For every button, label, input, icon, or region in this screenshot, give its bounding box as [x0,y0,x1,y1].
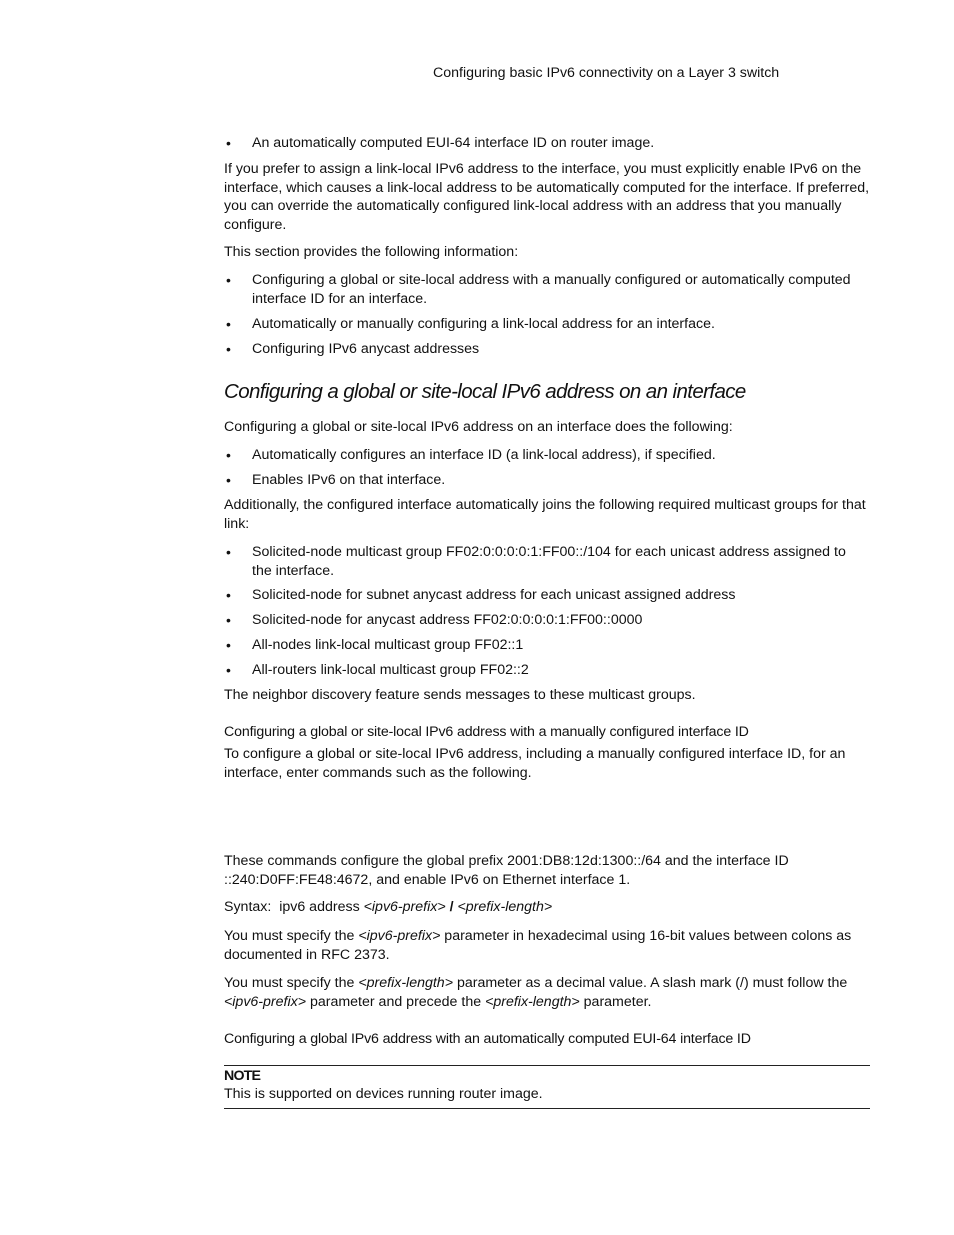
list-item [224,471,870,490]
subsection-heading: Configuring a global or site-local IPv6 address with a manually configured interface ID [224,724,749,740]
list-item-text: An automatically computed EUI-64 interface ID on router image. [252,135,655,151]
bullet-dot: • [226,135,231,151]
list-item-text: Configuring a global or site-local address with a manually configured or automatically computed interface ID for an interface. [252,272,851,307]
list-item [224,611,870,630]
bullet-dot: • [226,447,231,463]
bullet-dot: • [226,272,231,288]
note-bottom-rule [224,1108,870,1109]
list-item-text: Solicited-node for subnet anycast address for each unicast assigned address [252,587,736,603]
syntax-arg-length: <prefix-length> [457,899,553,915]
syntax-label: Syntax: [224,899,272,915]
param-name: <ipv6-prefix> [224,993,307,1010]
prefix-length-paragraph [224,974,870,1011]
syntax-arg-prefix: <ipv6-prefix> [363,899,446,915]
syntax-slash: / [449,899,454,915]
list-item [224,446,870,465]
list-item [224,315,870,334]
text-run: parameter as a decimal value. A slash mark (/) must follow the [453,975,848,991]
section-title: Configuring a global or site-local IPv6 address on an interface [224,380,746,403]
bullet-dot: • [226,544,231,560]
bullet-dot: • [226,637,231,653]
list-item [224,661,870,680]
list-item-text: Solicited-node multicast group FF02:0:0:0:0:1:FF00::/104 for each unicast address assigned to the interface. [252,544,846,579]
list-item-text: Enables IPv6 on that interface. [252,472,446,488]
text-run: You must specify the [224,928,359,944]
list-item [224,636,870,655]
list-item-text: All-nodes link-local multicast group FF02::1 [252,637,524,653]
text-run: parameter. [579,993,652,1010]
bullet-dot: • [226,662,231,678]
list-item-text: Solicited-node for anycast address FF02:0:0:0:0:1:FF00::0000 [252,612,643,628]
note-text: This is supported on devices running router image. [224,1086,543,1102]
param-name: <prefix-length> [358,975,453,991]
syntax-command: ipv6 address [279,899,360,915]
neighbor-discovery-text: The neighbor discovery feature sends messages to these multicast groups. [224,687,696,703]
intro-paragraph: If you prefer to assign a link-local IPv6 address to the interface, you must explicitly enable IPv6 on the interface, which causes a link-local address to be automatically computed for the interface. If preferred, you can override the automatically configured link-local address with an address that you manually configure. [224,161,870,233]
bullet-dot: • [226,612,231,628]
list-item [224,340,870,359]
bullet-dot: • [226,316,231,332]
bullet-dot: • [226,341,231,357]
commands-result-paragraph: These commands configure the global prefix 2001:DB8:12d:1300::/64 and the interface ID ::240:D0FF:FE48:4672, and enable IPv6 on Ethernet interface 1. [224,853,789,888]
syntax-line [224,899,552,915]
bullet-dot: • [226,587,231,603]
multicast-lead: Additionally, the configured interface automatically joins the following required multicast groups for that link: [224,497,866,532]
list-item-text: Automatically or manually configuring a link-local address for an interface. [252,316,715,332]
param-name: <prefix-length> [485,993,580,1010]
text-run: You must specify the [224,975,359,991]
list-item [224,586,870,605]
section-lead: Configuring a global or site-local IPv6 address on an interface does the following: [224,419,733,435]
subsection-heading: Configuring a global IPv6 address with an automatically computed EUI-64 interface ID [224,1031,751,1047]
prefix-paragraph [224,927,870,964]
section-overview-text: This section provides the following information: [224,244,519,260]
text-run: parameter and precede the [306,993,486,1010]
list-item [224,271,870,308]
text-run: parameter in hexadecimal using 16-bit values between colons as documented in RFC 2373. [224,928,852,963]
note-top-rule [224,1065,870,1066]
note-label: NOTE [224,1068,261,1084]
list-item-text: Configuring IPv6 anycast addresses [252,341,480,357]
list-item [224,543,870,580]
bullet-dot: • [226,472,231,488]
manual-config-paragraph: To configure a global or site-local IPv6 address, including a manually configured interface ID, for an interface, enter commands such as the following. [224,746,846,781]
list-item [224,134,870,153]
running-header: Configuring basic IPv6 connectivity on a Layer 3 switch [433,65,780,81]
param-name: <ipv6-prefix> [358,928,441,944]
list-item-text: Automatically configures an interface ID (a link-local address), if specified. [252,447,716,463]
list-item-text: All-routers link-local multicast group FF02::2 [252,662,529,678]
